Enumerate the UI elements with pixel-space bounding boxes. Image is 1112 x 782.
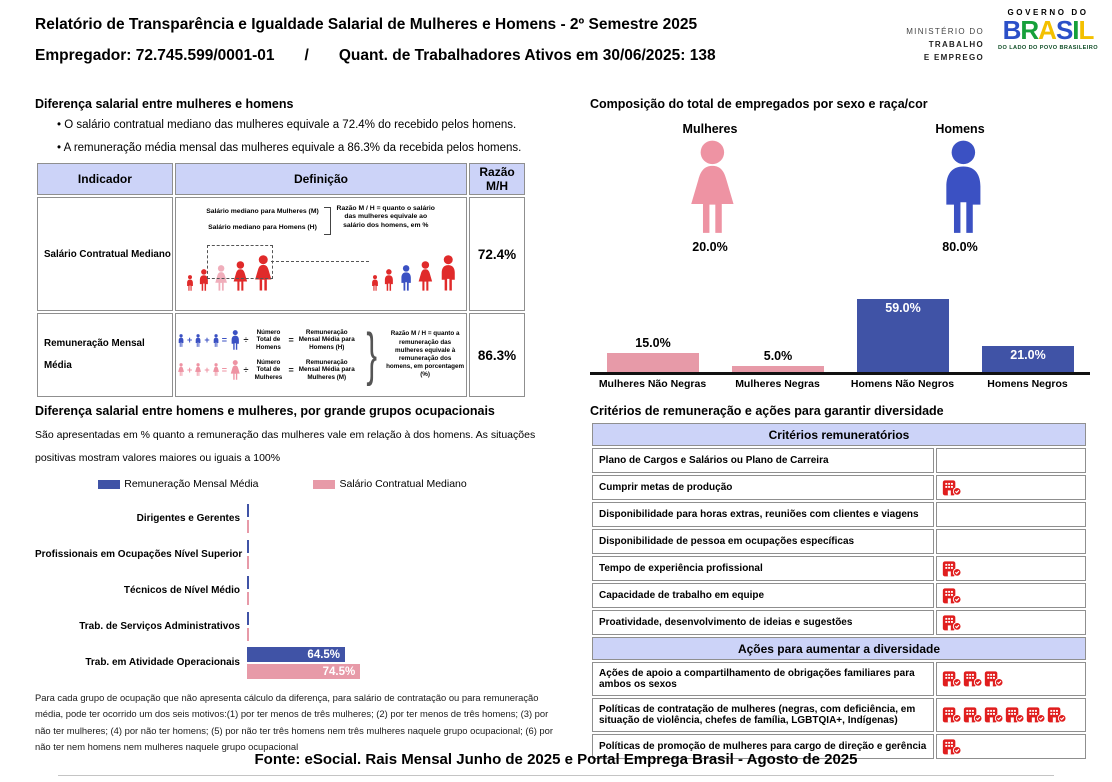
bar-value-label: 5.0%	[763, 348, 793, 363]
men-divisor-text: Número Total de Homens	[256, 328, 281, 351]
subtitle-separator: /	[304, 47, 309, 64]
criteria-row-label: Políticas de contratação de mulheres (negras, com deficiência, em situação de violência, chefes de família, LGBTQIA+, Indígenas)	[592, 698, 934, 732]
bar-value-label: 64.5%	[307, 648, 341, 661]
company-check-icon	[942, 479, 962, 496]
legend-swatch-blue	[98, 480, 120, 489]
criteria-heading: Critérios de remuneração e ações para garantir diversidade	[590, 404, 944, 418]
occupational-footnote: Para cada grupo de ocupação que não apresenta cálculo da diferença, para salário de contratação ou para remuneração média, pode ter ocorrido um dos seis motivos:(1) por ter menos de três mulheres; (2) por ter menos de três homens; (3) por não ter mulheres; (4) por não ter homens; (5) por não ter três homens nem três mulheres naquele grupo ocupacional; (6) por não ter nem homens nem mulheres naquele grupo ocupacional	[35, 692, 553, 753]
occupation-label: Trab. de Serviços Administrativos	[79, 620, 240, 632]
man-icon	[398, 265, 414, 291]
man-icon	[382, 269, 396, 291]
occupation-label: Técnicos de Nível Médio	[123, 584, 240, 596]
brace-shape: }	[366, 322, 377, 387]
wage-gap-table	[35, 161, 527, 399]
legend-item-remuneracao	[98, 478, 258, 490]
company-check-icon	[963, 670, 983, 687]
criteria-row-label: Plano de Cargos e Salários ou Plano de Carreira	[592, 448, 934, 473]
median-note: Razão M / H = quanto o salário das mulheres equivale ao salário dos homens, em %	[336, 205, 435, 229]
bar-group-mulheres-negras	[723, 349, 833, 372]
man-icon	[437, 255, 460, 291]
company-check-icon	[942, 560, 962, 577]
woman-icon	[683, 140, 742, 234]
woman-icon	[229, 360, 242, 380]
bar-value-label: 59.0%	[885, 300, 921, 315]
source-footer: Fonte: eSocial. Rais Mensal Junho de 2025 e Portal Emprega Brasil - Agosto de 2025	[254, 751, 858, 768]
legend-swatch-pink	[313, 480, 335, 489]
criteria-row-label: Proatividade, desenvolvimento de ideias e sugestões	[592, 610, 934, 635]
bar-value-label: 74.5%	[322, 665, 356, 678]
criteria-row-label: Políticas de promoção de mulheres para cargo de direção e gerência	[592, 734, 934, 759]
axis-category-label: Homens Não Negros	[850, 378, 955, 390]
gov-logo-top-text: GOVERNO DO	[1007, 8, 1089, 17]
median-salary-diagram	[177, 199, 465, 309]
company-check-icon	[942, 706, 962, 723]
bar-group-mulheres-nao-negras	[598, 336, 708, 372]
indicator-label: Salário Contratual Mediano	[37, 197, 173, 311]
criteria-row-label: Disponibilidade para horas extras, reuniões com clientes e viagens	[592, 502, 934, 527]
median-women-line: Salário mediano para Mulheres (M)	[206, 208, 319, 215]
company-check-icon	[1005, 706, 1025, 723]
section-header-criterios: Critérios remuneratórios	[592, 423, 1086, 446]
chart-legend	[35, 478, 530, 490]
wage-gap-heading: Diferença salarial entre mulheres e homens	[35, 97, 294, 111]
man-icon	[177, 334, 185, 347]
ministry-logo	[852, 26, 984, 64]
employer-id: Empregador: 72.745.599/0001-01	[35, 47, 275, 64]
woman-icon	[177, 363, 185, 376]
axis-category-label: Homens Negros	[987, 378, 1068, 390]
criteria-row-label: Ações de apoio a compartilhamento de obrigações familiares para ambos os sexos	[592, 662, 934, 696]
page-subtitle	[35, 47, 716, 65]
ministry-line: E EMPREGO	[923, 52, 984, 62]
women-category-label: Mulheres	[682, 122, 738, 136]
women-formula: + + = ÷ Número Total de Mulheres = Remuneração Mensal Média para Mulheres (M)	[177, 359, 358, 382]
active-workers: Quant. de Trabalhadores Ativos em 30/06/2025: 138	[338, 47, 716, 64]
men-result-text: Remuneração Mensal Média para Homens (H)	[298, 328, 355, 351]
col-header-definicao: Definição	[175, 163, 467, 195]
men-group-illustration	[370, 255, 459, 291]
company-check-icons	[936, 662, 1086, 696]
mean-note: Razão M / H = quanto a remuneração das mulheres equivale à remuneração dos homens, em porcentagem (%)	[386, 330, 465, 379]
col-header-indicador: Indicador	[37, 163, 173, 195]
man-pictogram	[934, 140, 993, 239]
occupational-description: São apresentadas em % quanto a remuneração das mulheres vale em relação à dos homens. As situações positivas mostram valores maiores ou iguais a 100%	[35, 429, 536, 465]
dashed-median-box	[207, 245, 273, 279]
woman-icon	[212, 363, 220, 376]
company-check-icons	[936, 583, 1086, 608]
man-icon	[194, 334, 202, 347]
zero-bar-blue	[247, 504, 249, 517]
woman-icon	[416, 261, 435, 291]
col-header-razao: Razão M/H	[469, 163, 525, 195]
ministry-line: TRABALHO	[928, 39, 984, 49]
axis-category-label: Mulheres Não Negras	[598, 378, 707, 390]
race-chart-category-axis	[590, 378, 1090, 390]
company-check-icon	[963, 706, 983, 723]
mean-salary-diagram	[177, 315, 465, 395]
zero-bar-pink	[247, 556, 249, 569]
occupation-label: Dirigentes e Gerentes	[136, 512, 240, 524]
bar-value-label: 15.0%	[635, 336, 671, 351]
company-check-icon	[984, 670, 1004, 687]
man-icon	[370, 275, 380, 291]
company-check-icons	[936, 475, 1086, 500]
occupation-row	[35, 536, 555, 572]
criteria-row-label: Disponibilidade de pessoa em ocupações específicas	[592, 529, 934, 554]
man-icon	[229, 330, 242, 350]
government-brasil-logo	[992, 8, 1104, 51]
company-check-icon	[1026, 706, 1046, 723]
bar-salario-mediano	[247, 664, 360, 679]
company-check-icons	[936, 610, 1086, 635]
occupation-row	[35, 644, 555, 680]
mean-ratio-value: 86.3%	[469, 313, 525, 397]
zero-bar-blue	[247, 540, 249, 553]
man-icon	[185, 275, 195, 291]
zero-bar-blue	[247, 576, 249, 589]
man-icon	[934, 140, 993, 234]
legend-label: Remuneração Mensal Média	[124, 478, 259, 490]
company-check-icon	[1047, 706, 1067, 723]
women-result-text: Remuneração Mensal Média para Mulheres (M)	[298, 358, 355, 381]
bar-group-homens-negros	[973, 346, 1083, 372]
criteria-row-label: Cumprir metas de produção	[592, 475, 934, 500]
brasil-wordmark: BRASIL	[1002, 15, 1094, 45]
company-check-icons	[936, 556, 1086, 581]
company-check-icons	[936, 502, 1086, 527]
median-ratio-value: 72.4%	[469, 197, 525, 311]
bar	[607, 353, 699, 372]
zero-bar-blue	[247, 612, 249, 625]
bar-remuneracao-media	[247, 647, 345, 662]
section-header-acoes: Ações para aumentar a diversidade	[592, 637, 1086, 660]
occupational-bar-chart	[35, 500, 555, 680]
company-check-icons	[936, 698, 1086, 732]
company-check-icon	[984, 706, 1004, 723]
median-men-line: Salário mediano para Homens (H)	[208, 223, 317, 231]
occupation-label: Profissionais em Ocupações Nível Superior	[35, 548, 243, 560]
woman-pictogram	[683, 140, 742, 239]
ministry-line: MINISTÉRIO DO	[906, 27, 984, 36]
legend-item-salario	[313, 478, 466, 490]
criteria-row-label: Tempo de experiência profissional	[592, 556, 934, 581]
men-category-label: Homens	[935, 122, 985, 136]
occupation-row	[35, 608, 555, 644]
page-title: Relatório de Transparência e Igualdade Salarial de Mulheres e Homens - 2º Semestre 2025	[35, 16, 698, 33]
occupational-heading: Diferença salarial entre homens e mulheres, por grande grupos ocupacionais	[35, 404, 495, 418]
criteria-table	[590, 421, 1088, 761]
women-divisor-text: Número Total de Mulheres	[254, 358, 283, 381]
company-check-icons	[936, 529, 1086, 554]
company-check-icons	[936, 448, 1086, 473]
footer-divider	[58, 775, 1054, 776]
legend-label: Salário Contratual Mediano	[339, 478, 467, 490]
company-check-icon	[942, 670, 962, 687]
bar	[982, 346, 1074, 372]
men-formula: + + = ÷ Número Total de Homens = Remuneração Mensal Média para Homens (H)	[177, 329, 358, 352]
bar	[732, 366, 824, 372]
bar-value-label: 21.0%	[1010, 347, 1046, 362]
indicator-label: Remuneração Mensal Média	[37, 313, 173, 397]
gov-logo-slogan: DO LADO DO POVO BRASILEIRO	[998, 45, 1098, 51]
criteria-row-label: Capacidade de trabalho em equipe	[592, 583, 934, 608]
bracket-shape	[324, 207, 331, 235]
bar-group-homens-nao-negros	[848, 299, 958, 372]
man-icon	[212, 334, 220, 347]
company-check-icon	[942, 614, 962, 631]
bar	[857, 299, 949, 372]
occupation-row	[35, 500, 555, 536]
dashed-median-line	[271, 261, 369, 262]
zero-bar-pink	[247, 592, 249, 605]
wage-gap-bullet: • A remuneração média mensal das mulheres equivale a 86.3% da recebida pelos homens.	[57, 142, 521, 154]
zero-bar-pink	[247, 628, 249, 641]
woman-icon	[194, 363, 202, 376]
company-check-icon	[942, 587, 962, 604]
race-composition-chart	[590, 286, 1090, 375]
composition-heading: Composição do total de empregados por sexo e raça/cor	[590, 97, 928, 111]
wage-gap-bullet: • O salário contratual mediano das mulheres equivale a 72.4% do recebido pelos homens.	[57, 119, 516, 131]
women-percentage: 20.0%	[692, 240, 728, 254]
occupation-label: Trab. em Atividade Operacionais	[85, 656, 240, 668]
men-percentage: 80.0%	[942, 240, 978, 254]
axis-category-label: Mulheres Negras	[735, 378, 820, 390]
zero-bar-pink	[247, 520, 249, 533]
occupation-row	[35, 572, 555, 608]
